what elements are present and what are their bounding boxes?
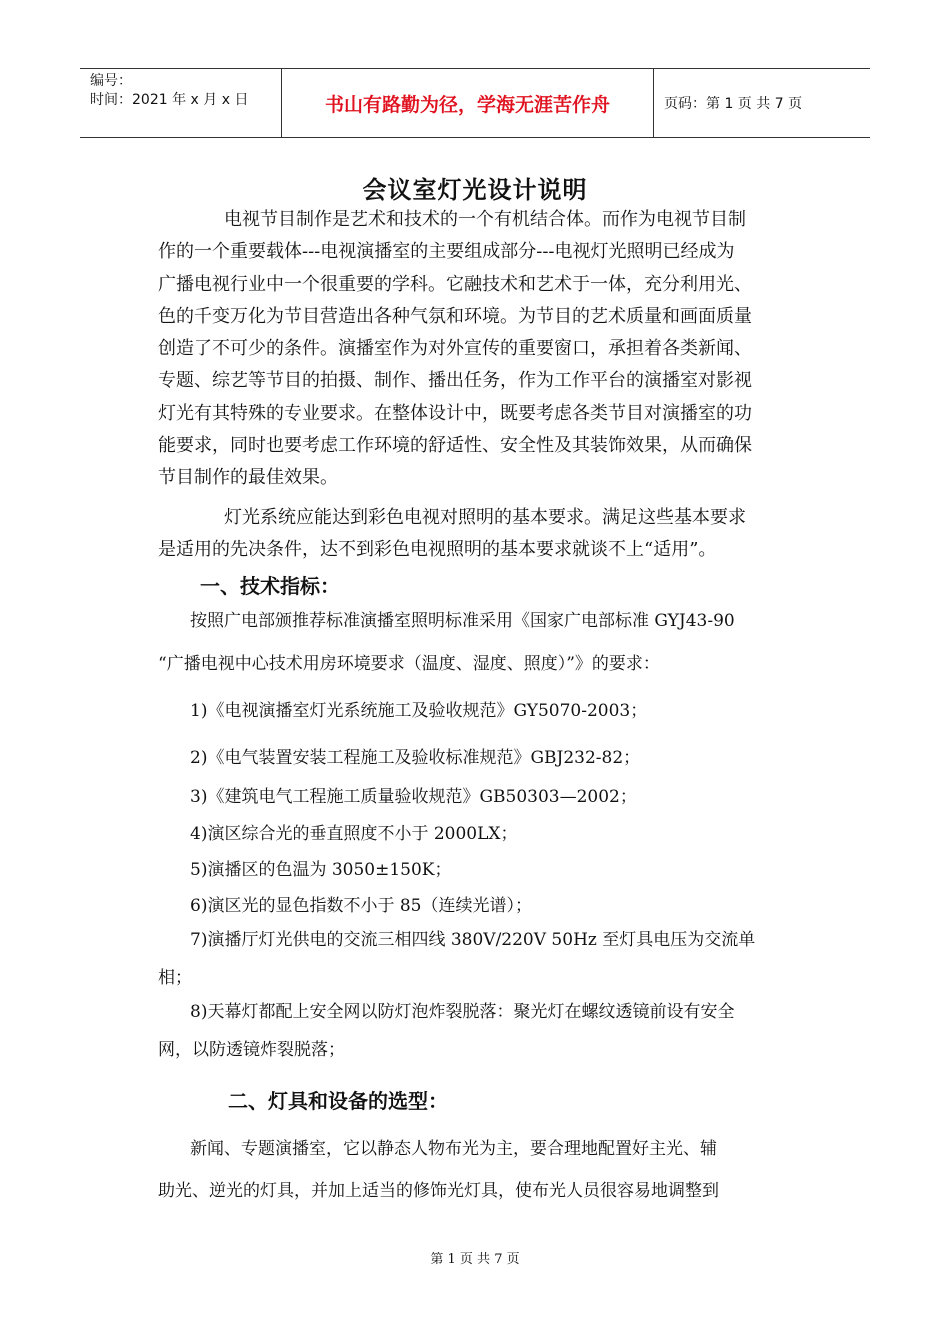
section2-body [158, 1128, 808, 1212]
page-header [80, 68, 870, 138]
standard-item: 3)《建筑电气工程施工质量验收规范》GB50303—2002； [190, 787, 637, 807]
header-page-info: 页码：第 1 页 共 7 页 [664, 96, 803, 112]
text-line: 电视节目制作是艺术和技术的一个有机结合体。而作为电视节目制 [224, 209, 746, 230]
text-line: 7)演播厅灯光供电的交流三相四线 380V/220V 50Hz 至灯具电压为交流单 [190, 930, 756, 950]
text-line: 专题、综艺等节目的拍摄、制作、播出任务，作为工作平台的演播室对影视 [158, 370, 752, 392]
section1-lead [158, 600, 808, 686]
second-paragraph [158, 502, 798, 567]
text-line: 能要求，同时也要考虑工作环境的舒适性、安全性及其装饰效果，从而确保 [158, 435, 752, 457]
section2-heading: 二、灯具和设备的选型： [228, 1089, 448, 1113]
standard-item: 5)演播区的色温为 3050±150K； [190, 860, 452, 880]
standard-item: 2)《电气装置安装工程施工及验收标准规范》GBJ232-82； [190, 748, 641, 768]
text-line: 新闻、专题演播室，它以静态人物布光为主，要合理地配置好主光、辅 [190, 1139, 717, 1159]
standard-item: 6)演区光的显色指数不小于 85（连续光谱）； [190, 896, 532, 916]
number-label: 编号： [90, 73, 132, 89]
text-line: 色的千变万化为节目营造出各种气氛和环境。为节目的艺术质量和画面质量 [158, 305, 752, 327]
text-line: 是适用的先决条件，达不到彩色电视照明的基本要求就谈不上“适用”。 [158, 539, 717, 561]
standard-item: 4)演区综合光的垂直照度不小于 2000LX； [190, 824, 518, 844]
intro-paragraph [158, 204, 798, 495]
text-line: 灯光系统应能达到彩色电视对照明的基本要求。满足这些基本要求 [224, 507, 746, 528]
text-line: 广播电视行业中一个很重要的学科。它融技术和艺术于一体，充分利用光、 [158, 273, 752, 295]
text-line: 网，以防透镜炸裂脱落； [158, 1040, 345, 1060]
text-line: 灯光有其特殊的专业要求。在整体设计中，既要考虑各类节目对演播室的功 [158, 402, 752, 424]
text-line: 按照广电部颁推荐标准演播室照明标准采用《国家广电部标准 GYJ43-90 [190, 611, 735, 631]
document-title: 会议室灯光设计说明 [362, 176, 588, 204]
text-line: “广播电视中心技术用房环境要求（温度、湿度、照度）”》的要求： [158, 654, 660, 674]
standard-item-8 [158, 993, 808, 1069]
time-label: 时间：2021 年 x 月 x 日 [90, 92, 249, 108]
text-line: 作的一个重要载体---电视演播室的主要组成部分---电视灯光照明已经成为 [158, 241, 735, 263]
header-motto: 书山有路勤为径，学海无涯苦作舟 [282, 69, 654, 137]
page-footer: 第 1 页 共 7 页 [430, 1252, 520, 1267]
text-line: 节目制作的最佳效果。 [158, 467, 338, 489]
header-meta [80, 69, 282, 137]
standard-item: 1)《电视演播室灯光系统施工及验收规范》GY5070-2003； [190, 701, 648, 721]
text-line: 8)天幕灯都配上安全网以防灯泡炸裂脱落：聚光灯在螺纹透镜前设有安全 [190, 1002, 735, 1022]
standard-item-7 [158, 921, 808, 997]
text-line: 助光、逆光的灯具，并加上适当的修饰光灯具，使布光人员很容易地调整到 [158, 1181, 719, 1201]
section1-heading: 一、技术指标： [200, 574, 340, 598]
text-line: 相； [158, 968, 192, 988]
text-line: 创造了不可少的条件。演播室作为对外宣传的重要窗口，承担着各类新闻、 [158, 338, 752, 360]
